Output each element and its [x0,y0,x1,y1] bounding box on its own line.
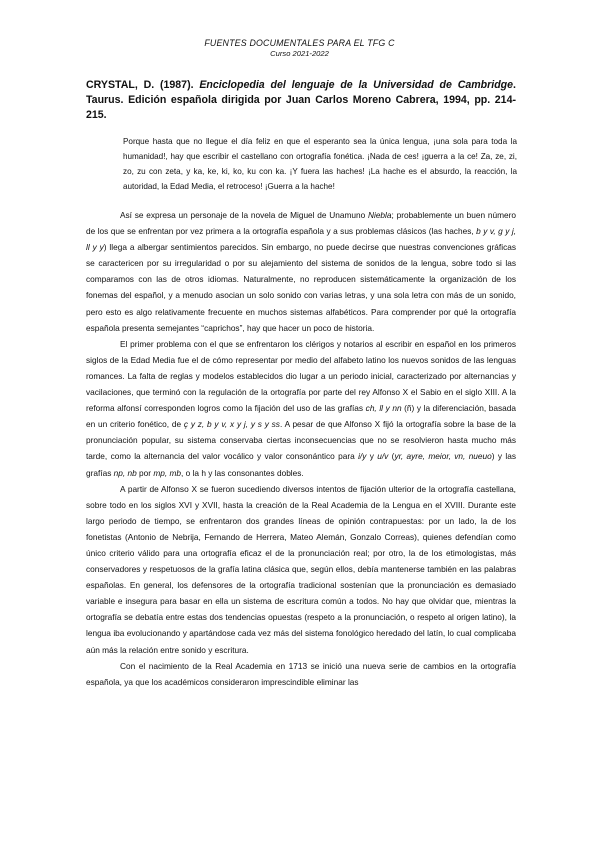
italic-run: ch, ll y nn [365,403,402,414]
header-subtitle: Curso 2021-2022 [270,49,329,58]
text-run: , o la h y las consonantes dobles. [181,467,304,478]
italic-run: np, nb [113,467,137,478]
italic-run: mp, mb [153,467,182,478]
italic-run: i/y [358,451,367,462]
page-header [0,38,599,59]
header-title: FUENTES DOCUMENTALES PARA EL TFG C [204,38,395,48]
italic-run: ç y z, b y v, x y j, y s y ss [183,419,280,430]
text-run: por [136,467,154,478]
paragraph [86,207,516,336]
text-run: y [366,451,378,462]
text-run: ( [388,451,395,462]
text-run: El primer problema con el que se enfrentaron los clérigos y notarios al escribir en español en los primeros siglos de la Edad Media fue el de cómo representar por medio del alfabeto latino los nuevos sonidos de las lenguas romances. La falta de reglas y modelos establecidos dio lugar a un periodo inicial, caracterizado por alternancias y vacilaciones, que terminó con la regulación de la ortografía por parte del rey Alfonso X el Sabio en el siglo XIII. A la reforma alfonsí corresponden logros como la fijación del uso de las grafías [86,338,516,414]
italic-run: Niebla [367,210,392,220]
text-run: Con el nacimiento de la Real Academia en 1713 se inició una nueva serie de cambios en la ortografía española, ya que los académicos consideraron imprescindible eliminar las [86,660,516,687]
text-run: ; probablemente un buen número de los que se enfrentan por vez primera a la ortografía española y a sus problemas clásicos (las haches, [86,210,516,237]
citation-publisher: . Taurus. Edición española dirigida por Juan Carlos Moreno Cabrera, 1994, pp. 214-215. [86,79,516,121]
text-run: A partir de Alfonso X se fueron sucediendo diversos intentos de fijación ulterior de la ortografía castellana, sobre todo en los siglos XVI y XVII, hasta la creación de la Real Academia de la Lengua en el XVIII. Durante este largo periodo de tiempo, se enfrentaron dos grandes líneas de opinión contrapuestas: por un lado, la de los fonetistas (Antonio de Nebrija, Fernando de Herrera, Mateo Alemán, Gonzalo Correas), quienes defendían como único criterio válido para una ortografía eficaz el de la pronunciación real; por otro, la de los etimologistas, más conservadores y respetuosos de la grafía latina clásica que, según ellos, debía mantenerse también en las palabras españolas. En general, los defensores de la ortografía tradicional sostenían que la pronunciación es demasiado variable e insegura para basar en ella un sistema de escritura común a todos. No hay que olvidar que, mientras la ortografía se debatía entre estas dos tendencias opuestas (respeto a la pronunciación, o respeto al origen latino), la lengua iba evolucionando y apartándose cada vez más del sistema fonológico heredado del latín, lo cual complicaba aún más la relación entre sonido y escritura. [86,483,516,655]
body-text [86,207,516,690]
paragraph [86,481,516,658]
text-run: ) y las grafías [86,451,516,478]
citation-author: CRYSTAL, D. (1987). [86,79,200,91]
citation-work-title: Enciclopedia del lenguaje de la Universidad de Cambridge [199,79,514,91]
paragraph [86,336,516,481]
italic-run: u/v [377,451,389,462]
text-run: ) llega a albergar sentimientos parecidos. Sin embargo, no puede decirse que nuestras convenciones gráficas se caractericen por su irregularidad o por su alejamiento del sistema de sonidos de la lengua, sobre todo si las comparamos con las de otros idiomas. Naturalmente, no reproducen sistemáticamente la organización de los fonemas del español, y a menudo asocian un solo sonido con varias letras, y una sola letra con más de un sonido, pero esto es algo relativamente frecuente en muchos sistemas alfabéticos. Para comprender por qué la ortografía española presenta semejantes “caprichos”, hay que hacer un poco de historia. [86,242,516,333]
block-quote: Porque hasta que no llegue el día feliz en que el esperanto sea la única lengua, ¡una sola para toda la humanidad!, hay que escribir el castellano con ortografía fonética. ¡Nada de ces! ¡guerra a la ce! Za, ze, zi, zo, zu con zeta, y ka, ke, ki, ko, ku con ka. ¡Y fuera las haches! ¡La hache es el absurdo, la reacción, la autoridad, la Edad Media, el retroceso! ¡Guerra a la hache! [123,137,517,191]
text-run: . A pesar de que Alfonso X fijó la ortografía sobre la base de la pronunciación popular, su sistema conservaba ciertas inconsecuencias que no se resolvieron hasta mucho más tarde, como la alternancia del valor vocálico y valor consonántico para [86,419,516,462]
italic-run: yr, ayre, meior, vn, nueuo [394,451,492,462]
text-run: Así se expresa un personaje de la novela de Miguel de Unamuno [120,210,368,220]
paragraph [86,658,516,690]
italic-run: b y v, g y j, ll y y [86,226,516,253]
bibliographic-citation [86,78,516,123]
text-run: (ñ) y la diferenciación, basada en un criterio fonético, de [86,403,516,430]
